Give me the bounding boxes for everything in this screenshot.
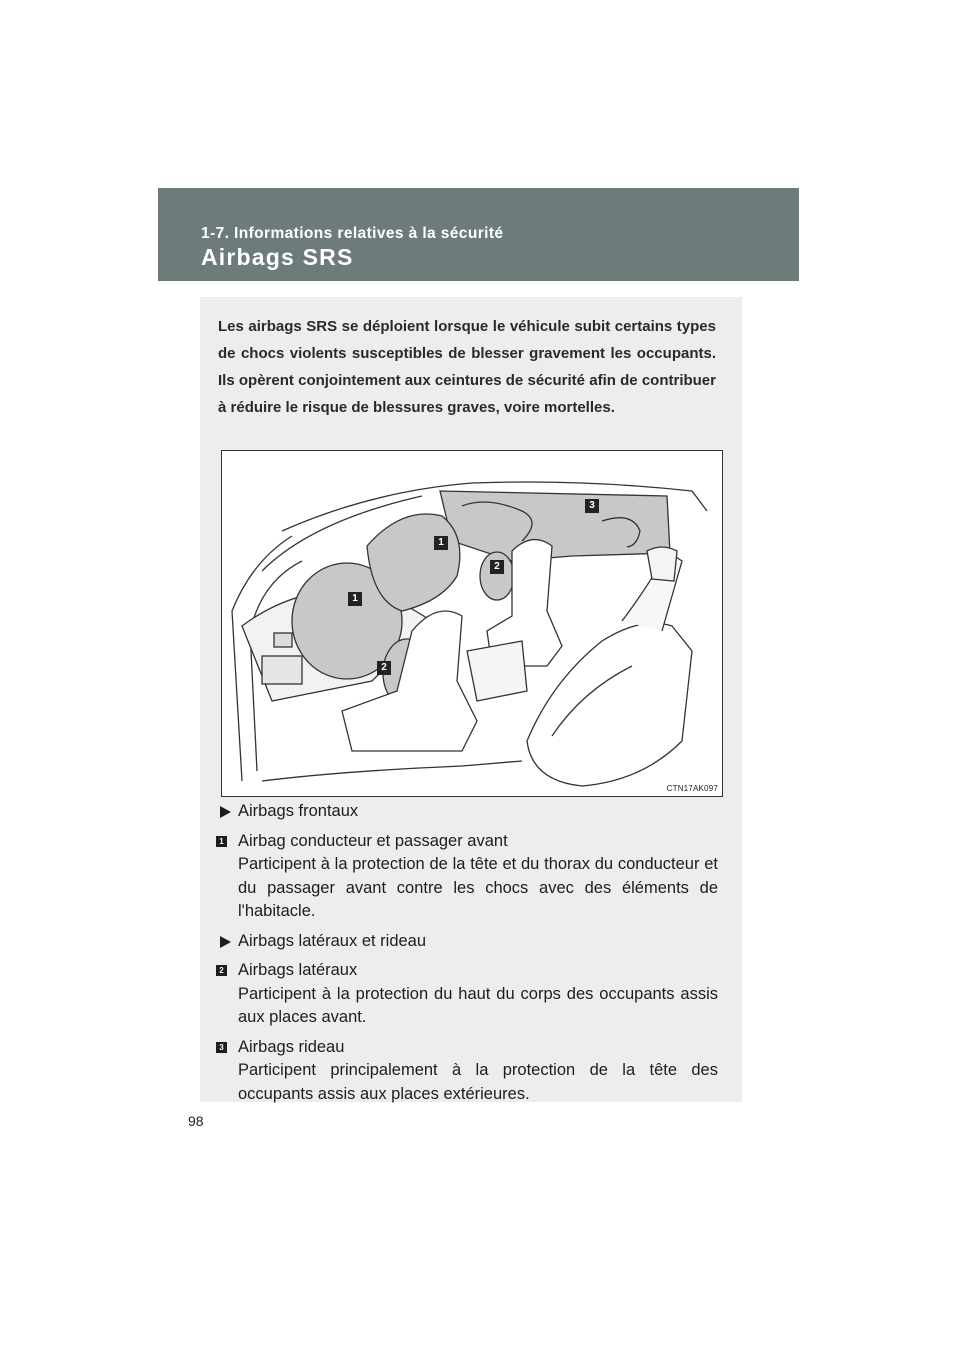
callout-badge-1: 1 <box>434 536 448 550</box>
item-description: Participent à la protection de la tête et du thorax du conducteur et du passager avant contre les chocs avec des éléments de l'habitacle. <box>238 855 718 920</box>
list-item <box>216 1036 718 1107</box>
arrow-bullet-icon <box>220 936 231 948</box>
rear-headrest <box>647 547 677 581</box>
frontal-heading <box>216 800 718 824</box>
callout-badge-3: 3 <box>585 499 599 513</box>
car-interior-drawing <box>222 451 722 796</box>
number-badge-3: 3 <box>216 1042 227 1053</box>
item-title: Airbag conducteur et passager avant <box>238 831 508 850</box>
dash-panel <box>262 656 302 684</box>
intro-paragraph: Les airbags SRS se déploient lorsque le véhicule subit certains types de chocs violents susceptibles de blesser gravement les occupants. Ils opèrent conjointement aux ceintures de sécurité afin de contribuer à réduire le risque de blessures graves, voire mortelles. <box>218 318 716 416</box>
center-console <box>467 641 527 701</box>
figure-code: CTN17AK097 <box>666 784 718 793</box>
frontal-heading-text: Airbags frontaux <box>238 802 359 820</box>
callout-badge-2: 2 <box>490 560 504 574</box>
item-title: Airbags latéraux <box>238 961 358 979</box>
content-panel <box>200 297 742 1102</box>
dash-vent <box>274 633 292 647</box>
section-label: 1-7. Informations relatives à la sécurité <box>201 225 504 242</box>
item-title: Airbags rideau <box>238 1037 345 1056</box>
airbag-illustration <box>221 450 723 797</box>
list-item <box>216 959 718 1030</box>
list-item <box>216 830 718 924</box>
page-number: 98 <box>188 1113 204 1129</box>
number-badge-2: 2 <box>216 965 227 976</box>
page-title: Airbags SRS <box>201 244 354 270</box>
arrow-bullet-icon <box>220 806 231 818</box>
number-badge-1: 1 <box>216 836 227 847</box>
item-description: Participent principalement à la protection de la tête des occupants assis aux places extérieures. <box>238 1061 718 1103</box>
floor-line <box>262 761 522 781</box>
item-description: Participent à la protection du haut du corps des occupants assis aux places avant. <box>238 984 718 1026</box>
callout-badge-1-driver: 1 <box>348 592 362 606</box>
section-header <box>158 188 799 281</box>
side-heading <box>216 930 718 954</box>
curtain-airbag <box>440 491 670 561</box>
airbag-list <box>216 800 718 1106</box>
callout-badge-2-side: 2 <box>377 661 391 675</box>
side-heading-text: Airbags latéraux et rideau <box>238 931 427 950</box>
